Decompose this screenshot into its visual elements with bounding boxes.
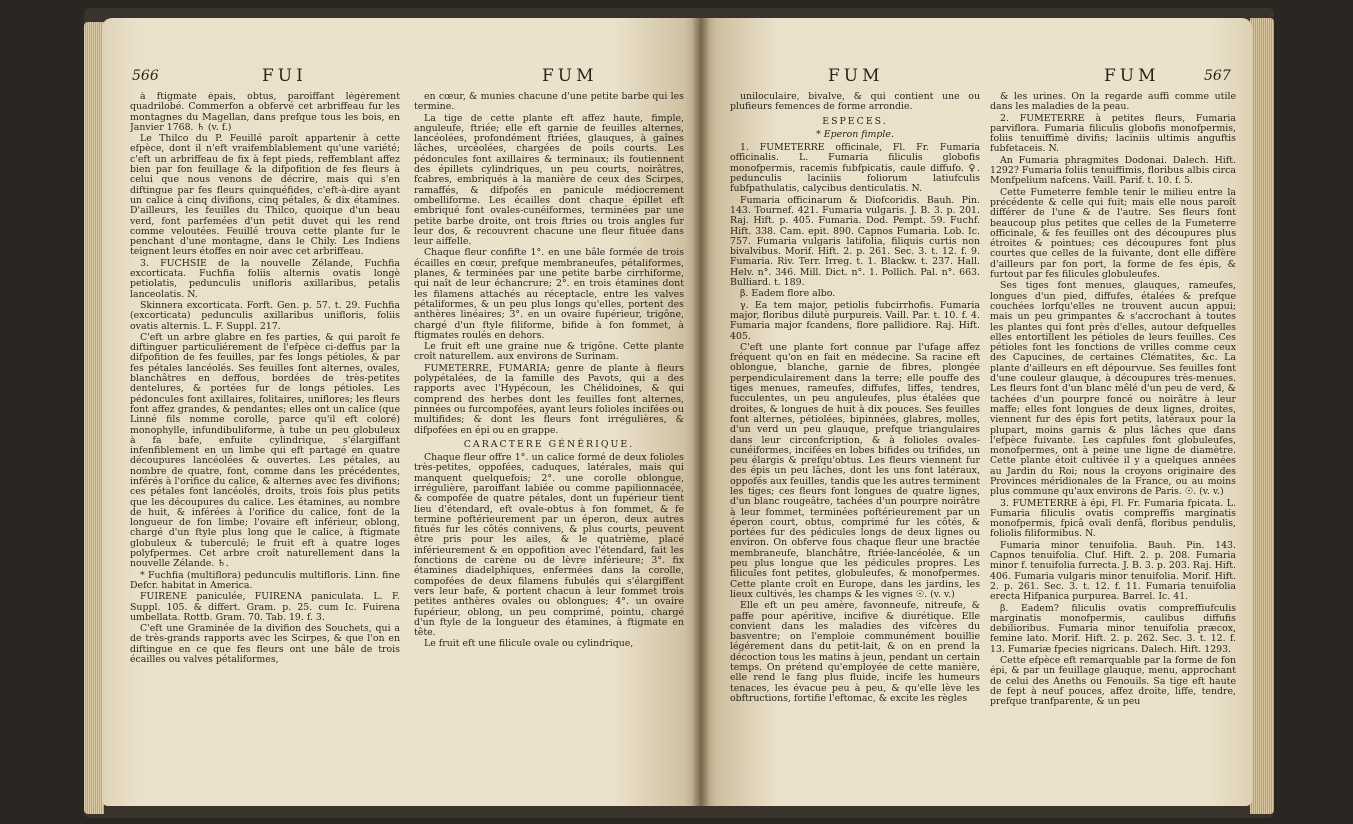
page-edges-right xyxy=(1250,18,1274,814)
running-head-2: FUM xyxy=(1104,66,1160,86)
paragraph: Elle eft un peu amère, favonneufe, nitreufe, & paffe pour apéritive, incifive & diurétique. Elle convient dans les maladies des vifcères du basventre; on l'emploie communément bouillie légérement dans du petit-lait, & on en prend la décoction tous les matins à jeun, pendant un certain temps. On prétend qu'employée de cette manière, elle rend le fang plus fluide, incife les humeurs tenaces, les évacue peu à peu, & qu'elle lève les obftructions, fortifie l'eftomac, & excite les règles xyxy=(730,600,980,704)
column-left-2 xyxy=(414,92,684,792)
paragraph: C'eft une Graminée de la divifion des Souchets, qui a de très-grands rapports avec les Scirpes, & que l'on en diftingue en ce que fes fleurs ont une bâle de trois écailles ou valves pétaliformes, xyxy=(130,623,400,666)
paragraph: La tige de cette plante eft affez haute, fimple, anguleufe, ftriée; elle eft garnie de feuilles alternes, lancéolées, profondément ftriées, glauques, à gaînes lâches, urcéolées, chargées de poils courts. Les pédoncules font axillaires & terminaux; ils foutiennent des épillets cylindriques, un peu courts, noirâtres, fcabres, embriqués à la manière de ceux des Scirpes, ramaffés, & difpofés en panicule médiocrement ombelliforme. Les écailles dont chaque épillet eft embriqué font ovales-cunéiformes, terminées par une petite barbe droite, ont trois ftries ou trois angles fur leur dos, & recouvrent chacune une fleur fituée dans leur aiffelle. xyxy=(414,112,684,248)
paragraph: 3. FUMETERRE à épi, Fl. Fr. Fumaria fpicata. L. Fumaria filiculis ovatis compreffis marginatis monofpermis, fpicâ ovali denfâ, floribus pendulis, foliolis filiformibus. N. xyxy=(990,497,1236,540)
subsection-heading: * Eperon fimple. xyxy=(816,128,894,140)
running-head: FUI xyxy=(262,66,307,86)
paragraph: β. Eadem flore albo. xyxy=(740,288,836,300)
paragraph: Chaque fleur confifte 1°. en une bâle formée de trois écailles en cœur, prefque membraneufes, pétaliformes, planes, & terminées par une petite barbe cirrhiforme, qui naît de leur échancrure; 2°. en trois étamines dont les filamens attachés au réceptacle, entre les valves pétaliformes, & un peu plus longs qu'elles, portent des anthères linéaires; 3°. en un ovaire fupérieur, trigône, chargé d'un ftyle filiforme, bifide à fon fommet, à ftigmates roulés en dehors. xyxy=(414,247,684,341)
paragraph: FUMETERRE, FUMARIA; genre de plante à fleurs polypétalées, de la famille des Pavots, qui a des rapports avec l'Hypécoun, les Chélidoines, & qui comprend des herbes dont les feuilles font alternes, pinnées ou furcompofées, ayant leurs folioles incifées ou multifides; & dont les fleurs font irrégulières, & difpofées en épi ou en grappe. xyxy=(414,362,684,436)
paragraph: Cette efpèce eft remarquable par la forme de fon épi, & par un feuillage glauque, menu, approchant de celui des Aneths ou Fenouils. Sa tige eft haute de fept à neuf pouces, affez droite, liffe, tendre, prefque tranfparente, & un peu xyxy=(990,655,1236,708)
paragraph: An Fumaria phragmites Dodonai. Dalech. Hift. 1292? Fumaria foliis tenuiffimis, floribus albis circa Monfpelium nafcens. Vaill. Parif. t. 10. f. 5. xyxy=(990,154,1236,187)
paragraph: en cœur, & munies chacune d'une petite barbe qui les termine. xyxy=(414,92,684,113)
page-number: 567 xyxy=(1204,68,1231,84)
paragraph: Le fruit eft une filicule ovale ou cylindrique, xyxy=(424,638,634,650)
paragraph: & les urines. On la regarde auffi comme utile dans les maladies de la peau. xyxy=(990,92,1236,113)
paragraph: 3. FUCHSIE de la nouvelle Zélande, Fuchfia excorticata. Fuchfia foliis alternis ovatis longè petiolatis, pedunculis unifloris axillaribus, petalis lanceolatis. N. xyxy=(130,257,400,300)
paragraph: Le Thilco du P. Feuillé paroît appartenir à cette efpèce, dont il n'eft vraifemblablement qu'une variété; c'eft un arbriffeau de fix à fept pieds, reffemblant affez bien par fon feuillage & la difpofition de fes fleurs à celui que nous venons de décrire, mais qui s'en diftingue par fes fleurs quinquéfides, c'eft-à-dire ayant un calice à cinq divifions, cinq pétales, & dix étamines. D'ailleurs, les feuilles du Thilco, quoique d'un beau verd, font parfemées d'un petit duvet qui les rend comme veloutées. Feuillé trouva cette plante fur le penchant d'une montagne, dans le Chily. Les Indiens teignent leurs étoffes en noir avec cet arbriffeau. xyxy=(130,133,400,258)
paragraph: γ. Ea tem major, petiolis fubcirrhofis. Fumaria major, floribus dilutè purpureis. Vaill. Par. t. 10. f. 4. Fumaria major fcandens, flore pallidiore. Raj. Hift. 405. xyxy=(730,299,980,342)
paragraph: Chaque fleur offre 1°. un calice formé de deux folioles très-petites, oppofées, caduques, latérales, mais qui manquent quelquefois; 2°. une corolle oblongue, irrégulière, paroiffant labiée ou comme papilionnacée, & compofée de quatre pétales, dont un fupérieur tient lieu d'étendard, eft ovale-obtus à fon fommet, & fe termine poftérieurement par un éperon, deux autres fitués fur les côtés connivens, & plus courts, peuvent être pris pour les ailes, & le quatrième, placé inférieurement & en oppofition avec l'étendard, fait les fonctions de carène ou de lèvre inférieure; 3°. fix étamines diadelphiques, enfermées dans la corolle, compofées de deux filamens fubulés qui s'élargiffent vers leur bafe, & portent chacun à leur fommet trois petites anthères ovales ou oblongues; 4°. un ovaire fupérieur, oblong, un peu comprimé, pointu, chargé d'un ftyle de la longueur des étamines, à ftigmate en tête. xyxy=(414,452,684,639)
section-heading: CARACTERE GÉNÉRIQUE. xyxy=(463,438,635,450)
column-right-1 xyxy=(730,92,980,792)
paragraph: C'eft une plante fort connue par l'ufage affez fréquent qu'on en fait en médecine. Sa racine eft oblongue, blanche, garnie de fibres, plongée perpendiculairement dans la terre; elle pouffe des tiges menues, rameufes, diffufes, liffes, tendres, fucculentes, un peu anguleufes, plus étalées que droites, & longues de huit à dix pouces. Ses feuilles font alternes, pétiolées, bipinnées, glabres, molles, d'un verd un peu glauque, prefque triangulaires dans leur circonfcription, & à folioles ovales-cunéiformes, incifées en lobes bifides ou trifides, un peu élargis & prefqu'obtus. Les fleurs viennent fur des épis un peu lâches, dont les uns font latéraux, oppofés aux feuilles, tandis que les autres terminent les tiges; ces fleurs font longues de quatre lignes, d'un blanc rougeâtre, tachées d'un pourpre noirâtre à leur fommet, terminées poftérieurement par un éperon court, obtus, comprimé fur les côtés, & portées fur des pédicules longs de deux lignes ou environ. On obferve fous chaque fleur une bractée membraneufe, blanchâtre, ftriée-lancéolée, & un peu plus longue que les pédicules propres. Les filicules font petites, globuleufes, & monofpermes. Cette plante croît en Europe, dans les jardins, les lieux cultivés, les champs & les vignes ☉. (v. v.) xyxy=(730,341,980,600)
running-head: FUM xyxy=(828,66,884,86)
paragraph: 1. FUMETERRE officinale, Fl. Fr. Fumaria officinalis. L. Fumaria filiculis globofis monofpermis, racemis fubfpicatis, caule diffufo. ♀. pedunculis laciniis foliorum latiufculis fubfpathulatis, calycibus denticulatis. N. xyxy=(730,142,980,195)
paragraph: C'eft un arbre glabre en fes parties, & qui paroît fe diftinguer particuliérement de l'efpèce ci-deffus par la difpofition de fes feuilles, par fes longs pétioles, & par fes pétales lancéolés. Ses feuilles font alternes, ovales, blanchâtres en deffous, bordées de très-petites dentelures, & portées fur de longs pétioles. Les pédoncules font axillaires, folitaires, uniflores; les fleurs font affez grandes, & pendantes; elles ont un calice (que Linné fils nomme corolle, parce qu'il eft coloré) monophylle, infundibuliforme, à tube un peu globuleux à fa bafe, enfuite cylindrique, s'élargiffant infenfiblement en un limbe qui eft partagé en quatre découpures lancéolées & ouvertes. Les pétales, au nombre de quatre, font, comme dans les précédentes, inférés à l'orifice du calice, & alternes avec fes divifions; ces pétales font lancéolés, droits, trois fois plus petits que les découpures du calice. Les étamines, au nombre de huit, & inférées à l'orifice du calice, font de la longueur de fon limbe; l'ovaire eft inférieur, oblong, chargé d'un ftyle plus long que le calice, à ftigmate globuleux & tuberculé; le fruit eft à quatre loges polyfpermes. Cet arbre croît naturellement dans la nouvelle Zélande. ♄. xyxy=(130,331,400,570)
page-number: 566 xyxy=(132,68,159,84)
paragraph: Skinnera excorticata. Forft. Gen. p. 57. t. 29. Fuchfia (excorticata) pedunculis axillaribus unifloris, foliis ovatis alternis. L. F. Suppl. 217. xyxy=(130,299,400,332)
running-head-2: FUM xyxy=(542,66,598,86)
paragraph: Fumaria officinarum & Diofcoridis. Bauh. Pin. 143. Tournef. 421. Fumaria vulgaris. J. B. 3. p. 201. Raj. Hift. p. 405. Fumaria. Dod. Pempt. 59. Fuchf. Hift. 338. Cam. epit. 890. Capnos Fumaria. Lob. Ic. 757. Fumaria vulgaris latifolia, filiquis curtis non bivalvibus. Morif. Hift. 2. p. 261. Sec. 3. t. 12. f. 9. Fumaria. Riv. Terr. Irreg. t. 1. Blackw. t. 237. Hall. Helv. n°. 346. Mill. Dict. n°. 1. Pollich. Pal. n°. 663. Bulliard. t. 189. xyxy=(730,194,980,289)
paragraph: Le fruit eft une graine nue & trigône. Cette plante croît naturellem. aux environs de Surinam. xyxy=(414,341,684,363)
right-page xyxy=(700,18,1252,806)
paragraph: * Fuchfia (multiflora) pedunculis multifloris. Linn. fine Defcr. habitat in America. xyxy=(130,569,400,591)
paragraph: uniloculaire, bivalve, & qui contient une ou plufieurs femences de forme arrondie. xyxy=(730,92,980,113)
left-page xyxy=(102,18,702,806)
paragraph: FUIRENE paniculée, FUIRENA paniculata. L. F. Suppl. 105. & differt. Gram. p. 25. cum Ic. Fuirena umbellata. Rottb. Gram. 70. Tab. 19. f. 3. xyxy=(130,591,400,623)
section-heading: ESPECES. xyxy=(822,115,888,127)
column-left-1 xyxy=(130,92,400,792)
page-edges-left xyxy=(84,22,104,814)
column-right-2 xyxy=(990,92,1236,792)
paragraph: Cette Fumeterre femble tenir le milieu entre la précédente & celle qui fuit; mais elle nous paroît différer de l'une & de l'autre. Ses fleurs font beaucoup plus petites que celles de la Fumeterre officinale, & fes feuilles ont des découpures plus étroites & pointues; ces découpures font plus courtes que celles de la fuivante, dont elle diffère d'ailleurs par fon port, la forme de fes épis, & furtout par fes filicules globuleufes. xyxy=(990,186,1236,281)
paragraph: Fumaria minor tenuifolia. Bauh. Pin. 143. Capnos tenuifolia. Cluf. Hift. 2. p. 208. Fumaria minor f. tenuifolia furrecta. J. B. 3. p. 203. Raj. Hift. 406. Fumaria vulgaris minor tenuifolia. Morif. Hift. 2. p. 261. Sec. 3. t. 12. f. 11. Fumaria tenuifolia erecta Hifpanica purpurea. Barrel. Ic. 41. xyxy=(990,539,1236,603)
paragraph: 2. FUMETERRE à petites fleurs, Fumaria parviflora. Fumaria filiculis globofis monofpermis, foliis tenuiffimè divifis; laciniis ultimis anguftis fubfetaceis. N. xyxy=(990,112,1236,155)
book-gutter xyxy=(692,18,710,806)
paragraph: β. Eadem? filiculis ovatis compreffiufculis marginatis monofpermis, caulibus diffufis debilioribus. Fumaria minor tenuifolia præcox, femine lato. Morif. Hift. 2. p. 262. Sec. 3. t. 12. f. 13. Fumariæ fpecies nigricans. Dalech. Hift. 1293. xyxy=(990,602,1236,655)
paragraph: Ses tiges font menues, glauques, rameufes, longues d'un pied, diffufes, étalées & prefque couchées lorfqu'elles ne trouvent aucun appui; mais un peu grimpantes & s'accrochant à toutes les plantes qui font près d'elles, autour defquelles elles entortillent les pétioles de leurs feuilles. Ces pétioles font les fonctions de vrilles comme ceux des Capucines, de certaines Clématites, &c. La plante d'ailleurs en eft dépourvue. Ses feuilles font d'une couleur glauque, à découpures très-menues. Les fleurs font d'un blanc mêlé d'un peu de verd, & tachées d'un pourpre foncé ou noirâtre à leur maffe; elles font longues de deux lignes, droites, viennent fur des épis fort petits, latéraux pour la plupart, moins garnis & plus lâches que dans l'efpèce fuivante. Les capfules font globuleufes, monofpermes, ont à peine une ligne de diamètre. Cette plante étoit cultivée il y a quelques années au Jardin du Roi; nous la croyons originaire des Provinces méridionales de la France, ou au moins plus commune qu'aux environs de Paris. ☉. (v. v.) xyxy=(990,280,1236,498)
paragraph: à ftigmate épais, obtus, paroiffant légérement quadrilobé. Commerfon a obfervé cet arbriffeau fur les montagnes du Magellan, dans prefque tous les bois, en Janvier 1768. ♄ (v. f.) xyxy=(130,92,400,133)
